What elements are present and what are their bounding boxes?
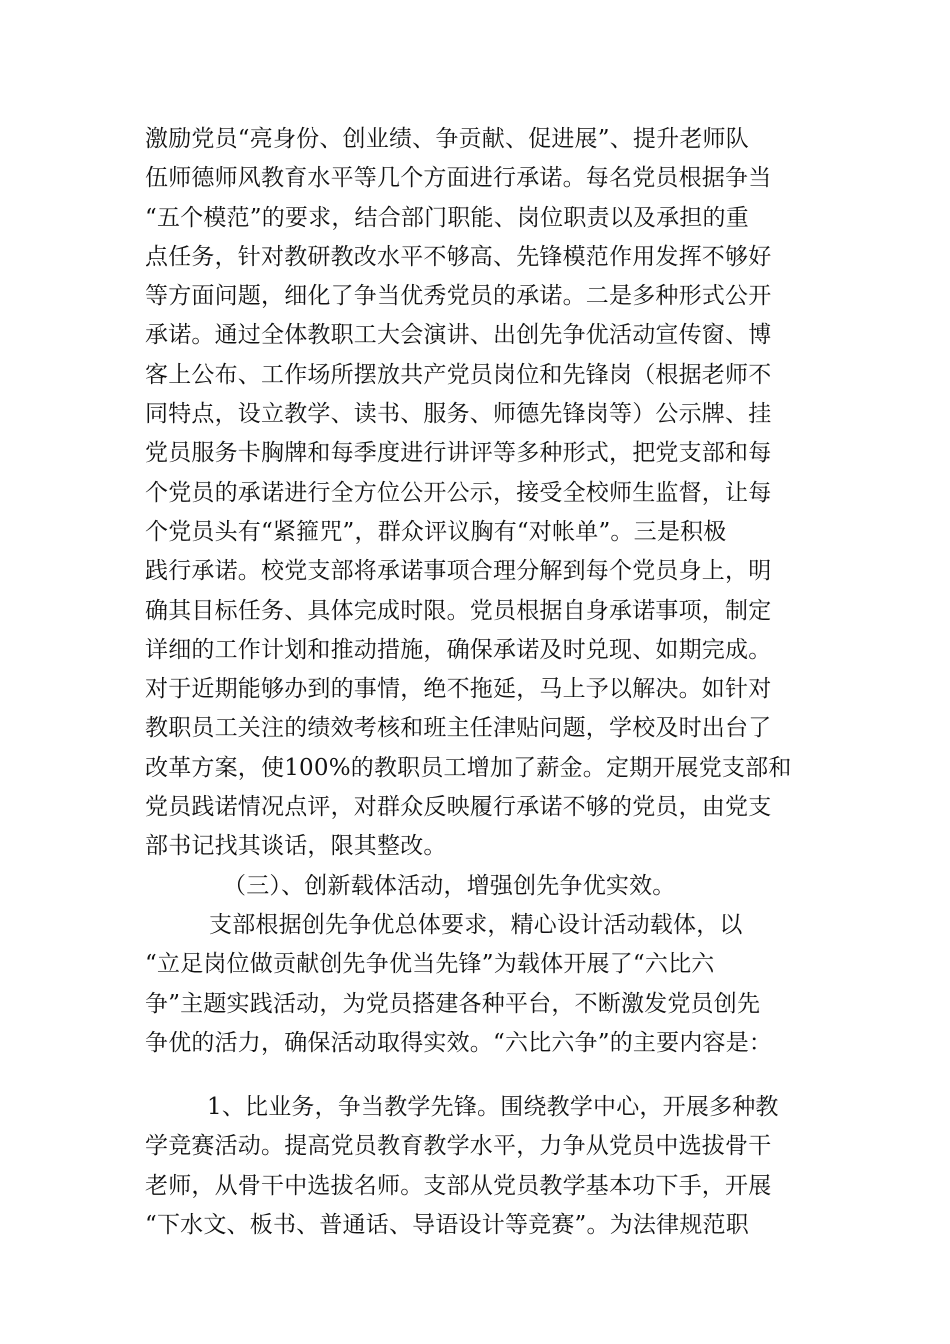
text-line: 老师，从骨干中选拔名师。支部从党员教学基本功下手，开展 xyxy=(145,1172,772,1199)
text-line: 践行承诺。校党支部将承诺事项合理分解到每个党员身上，明 xyxy=(145,558,772,585)
text-line: “下水文、板书、普通话、导语设计等竞赛”。为法律规范职 xyxy=(145,1212,749,1239)
paragraph-carrier-activities xyxy=(145,906,815,1063)
document-body xyxy=(145,120,815,1245)
text-line: 对于近期能够办到的事情，绝不拖延，马上予以解决。如针对 xyxy=(145,676,772,703)
text-line: 学竞赛活动。提高党员教育教学水平，力争从党员中选拔骨干 xyxy=(145,1133,772,1160)
text-line: 确其目标任务、具体完成时限。党员根据自身承诺事项，制定 xyxy=(145,597,772,624)
text-line: 个党员头有“紧箍咒”，群众评议胸有“对帐单”。三是积极 xyxy=(145,518,727,545)
section-heading: （三）、创新载体活动，增强创先争优实效。 xyxy=(223,872,676,899)
text-line: 党员践诺情况点评，对群众反映履行承诺不够的党员，由党支 xyxy=(145,794,772,821)
paragraph-gap xyxy=(145,1063,815,1088)
text-line: 伍师德师风教育水平等几个方面进行承诺。每名党员根据争当 xyxy=(145,165,772,192)
text-line: 点任务，针对教研教改水平不够高、先锋模范作用发挥不够好 xyxy=(145,243,772,270)
text-line: 争优的活力，确保活动取得实效。“六比六争”的主要内容是： xyxy=(145,1029,773,1056)
text-line: 党员服务卡胸牌和每季度进行讲评等多种形式，把党支部和每 xyxy=(145,440,772,467)
text-line: 支部根据创先争优总体要求，精心设计活动载体，以 xyxy=(209,911,743,938)
text-line: 激励党员“亮身份、创业绩、争贡献、促进展”、提升老师队 xyxy=(145,126,749,152)
text-line: 详细的工作计划和推动措施，确保承诺及时兑现、如期完成。 xyxy=(145,636,772,663)
text-line: 教职员工关注的绩效考核和班主任津贴问题，学校及时出台了 xyxy=(145,715,772,742)
text-line: 同特点，设立教学、读书、服务、师德先锋岗等）公示牌、挂 xyxy=(145,401,772,428)
text-line: 个党员的承诺进行全方位公开公示，接受全校师生监督，让每 xyxy=(145,479,772,506)
text-line: 承诺。通过全体教职工大会演讲、出创先争优活动宣传窗、博 xyxy=(145,322,772,349)
text-line: “五个模范”的要求，结合部门职能、岗位职责以及承担的重 xyxy=(145,204,749,231)
text-line: 改革方案，使100%的教职员工增加了薪金。定期开展党支部和 xyxy=(145,754,792,781)
paragraph-item-1 xyxy=(145,1088,815,1245)
text-line: 客上公布、工作场所摆放共产党员岗位和先锋岗（根据老师不 xyxy=(145,361,772,388)
text-line: 部书记找其谈话，限其整改。 xyxy=(145,833,447,860)
text-line: 等方面问题，细化了争当优秀党员的承诺。二是多种形式公开 xyxy=(145,283,772,310)
text-line: 争”主题实践活动，为党员搭建各种平台，不断激发党员创先 xyxy=(145,990,761,1017)
text-line: “立足岗位做贡献创先争优当先锋”为载体开展了“六比六 xyxy=(145,951,715,978)
text-line: 1、比业务，争当教学先锋。围绕教学中心，开展多种教 xyxy=(207,1094,779,1121)
paragraph-pledge-continuation xyxy=(145,120,815,867)
